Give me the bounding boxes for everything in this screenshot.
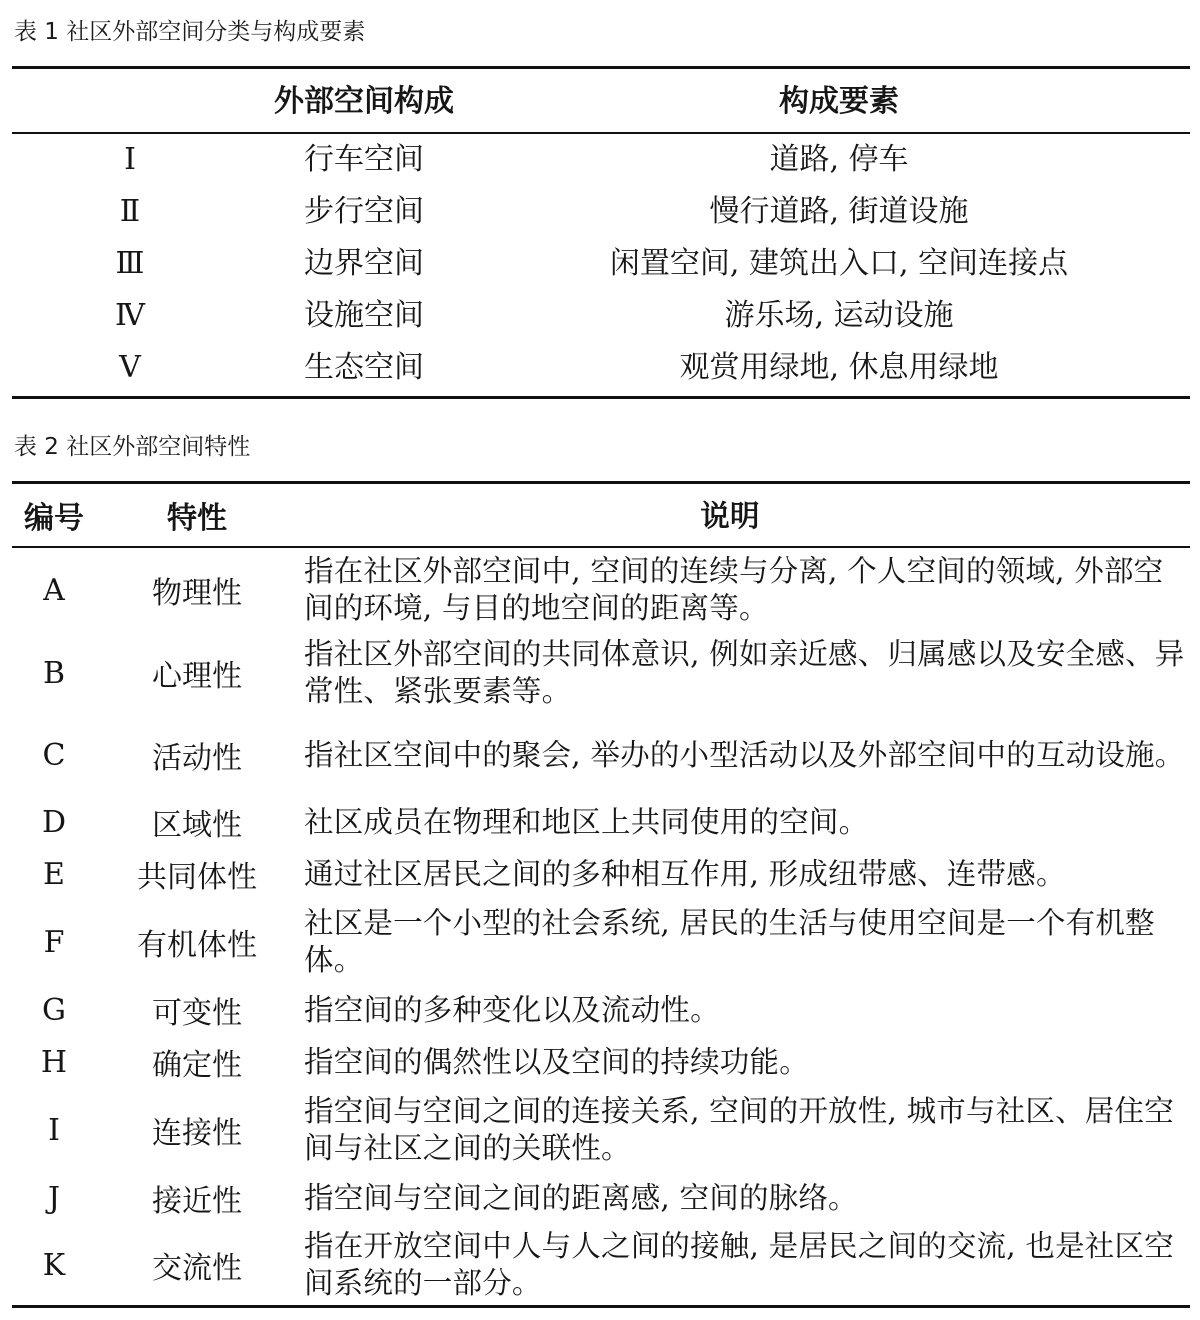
property-description: 指空间与空间之间的距离感, 空间的脉络。 [304, 1180, 858, 1215]
property-description: 社区是一个小型的社会系统, 居民的生活与使用空间是一个有机整体。 [304, 906, 1155, 977]
property-id: E [43, 856, 65, 892]
table-row [12, 548, 1190, 632]
space-name: 步行空间 [304, 194, 424, 229]
property-description: 通过社区居民之间的多种相互作用, 形成纽带感、连带感。 [304, 856, 1066, 891]
property-name: 连接性 [152, 1116, 242, 1151]
table2-header-property: 特性 [167, 501, 227, 536]
property-description: 指社区空间中的聚会, 举办的小型活动以及外部空间中的互动设施。 [304, 737, 1185, 772]
table-row [12, 1224, 1190, 1306]
table1-header-elements: 构成要素 [779, 84, 899, 119]
table-row [12, 134, 1190, 186]
table-row [12, 1172, 1190, 1224]
property-name: 交流性 [152, 1251, 242, 1286]
table2-header-description: 说明 [700, 497, 760, 533]
table1-top-rule [12, 66, 1190, 69]
space-name: 边界空间 [304, 246, 424, 281]
property-description: 社区成员在物理和地区上共同使用的空间。 [304, 804, 869, 839]
property-id: C [42, 737, 66, 773]
space-name: 行车空间 [304, 142, 424, 177]
row-number: Ⅰ [124, 142, 136, 177]
table-row [12, 848, 1190, 900]
table1-header-row [12, 76, 1190, 128]
property-id: I [48, 1112, 60, 1148]
property-id: D [41, 804, 67, 840]
property-name: 可变性 [152, 996, 242, 1031]
property-id: H [40, 1044, 68, 1080]
row-number: Ⅲ [115, 246, 145, 281]
space-elements: 闲置空间, 建筑出入口, 空间连接点 [609, 246, 1069, 281]
space-elements: 道路, 停车 [769, 142, 909, 177]
table2-bottom-rule [12, 1305, 1190, 1308]
table-row [12, 342, 1190, 394]
table-row [12, 900, 1190, 984]
property-name: 确定性 [152, 1048, 242, 1083]
property-name: 活动性 [152, 741, 242, 776]
property-name: 共同体性 [137, 860, 257, 895]
table-row [12, 1036, 1190, 1088]
row-number: Ⅱ [119, 194, 141, 229]
property-id: F [43, 924, 65, 960]
space-elements: 观赏用绿地, 休息用绿地 [679, 350, 999, 385]
property-id: G [42, 992, 66, 1028]
property-id: K [42, 1247, 66, 1283]
table1-header-num [70, 76, 190, 128]
property-id: A [43, 572, 65, 608]
property-description: 指空间的偶然性以及空间的持续功能。 [304, 1044, 809, 1079]
property-id: B [42, 655, 66, 691]
table2-caption: 表 2 社区外部空间特性 [14, 434, 251, 460]
property-description: 指社区外部空间的共同体意识, 例如亲近感、归属感以及安全感、异常性、紧张要素等。 [304, 637, 1185, 708]
property-name: 接近性 [152, 1184, 242, 1219]
space-elements: 慢行道路, 街道设施 [709, 194, 969, 229]
table-row [12, 238, 1190, 290]
row-number: Ⅴ [119, 350, 141, 385]
table-row [12, 186, 1190, 238]
table-row [12, 714, 1190, 796]
table1-header-name: 外部空间构成 [274, 84, 454, 119]
table-row [12, 796, 1190, 848]
space-elements: 游乐场, 运动设施 [724, 298, 954, 333]
property-name: 物理性 [152, 576, 242, 611]
table-row [12, 290, 1190, 342]
table1-bottom-rule [12, 396, 1190, 399]
row-number: Ⅳ [115, 298, 145, 333]
property-name: 有机体性 [137, 928, 257, 963]
table-row [12, 632, 1190, 714]
property-description: 指空间的多种变化以及流动性。 [304, 992, 720, 1027]
property-name: 区域性 [152, 808, 242, 843]
property-description: 指在开放空间中人与人之间的接触, 是居民之间的交流, 也是社区空间系统的一部分。 [304, 1229, 1174, 1300]
table-row [12, 984, 1190, 1036]
property-id: J [47, 1180, 61, 1216]
table2-header-row [12, 484, 1190, 546]
table2-header-id: 编号 [24, 501, 84, 536]
property-description: 指空间与空间之间的连接关系, 空间的开放性, 城市与社区、居住空间与社区之间的关联性。 [304, 1094, 1174, 1165]
property-name: 心理性 [152, 659, 242, 694]
space-name: 生态空间 [304, 350, 424, 385]
table1-caption: 表 1 社区外部空间分类与构成要素 [14, 19, 366, 45]
space-name: 设施空间 [304, 298, 424, 333]
property-description: 指在社区外部空间中, 空间的连续与分离, 个人空间的领域, 外部空间的环境, 与目的地空间的距离等。 [304, 554, 1164, 625]
table-row [12, 1088, 1190, 1172]
